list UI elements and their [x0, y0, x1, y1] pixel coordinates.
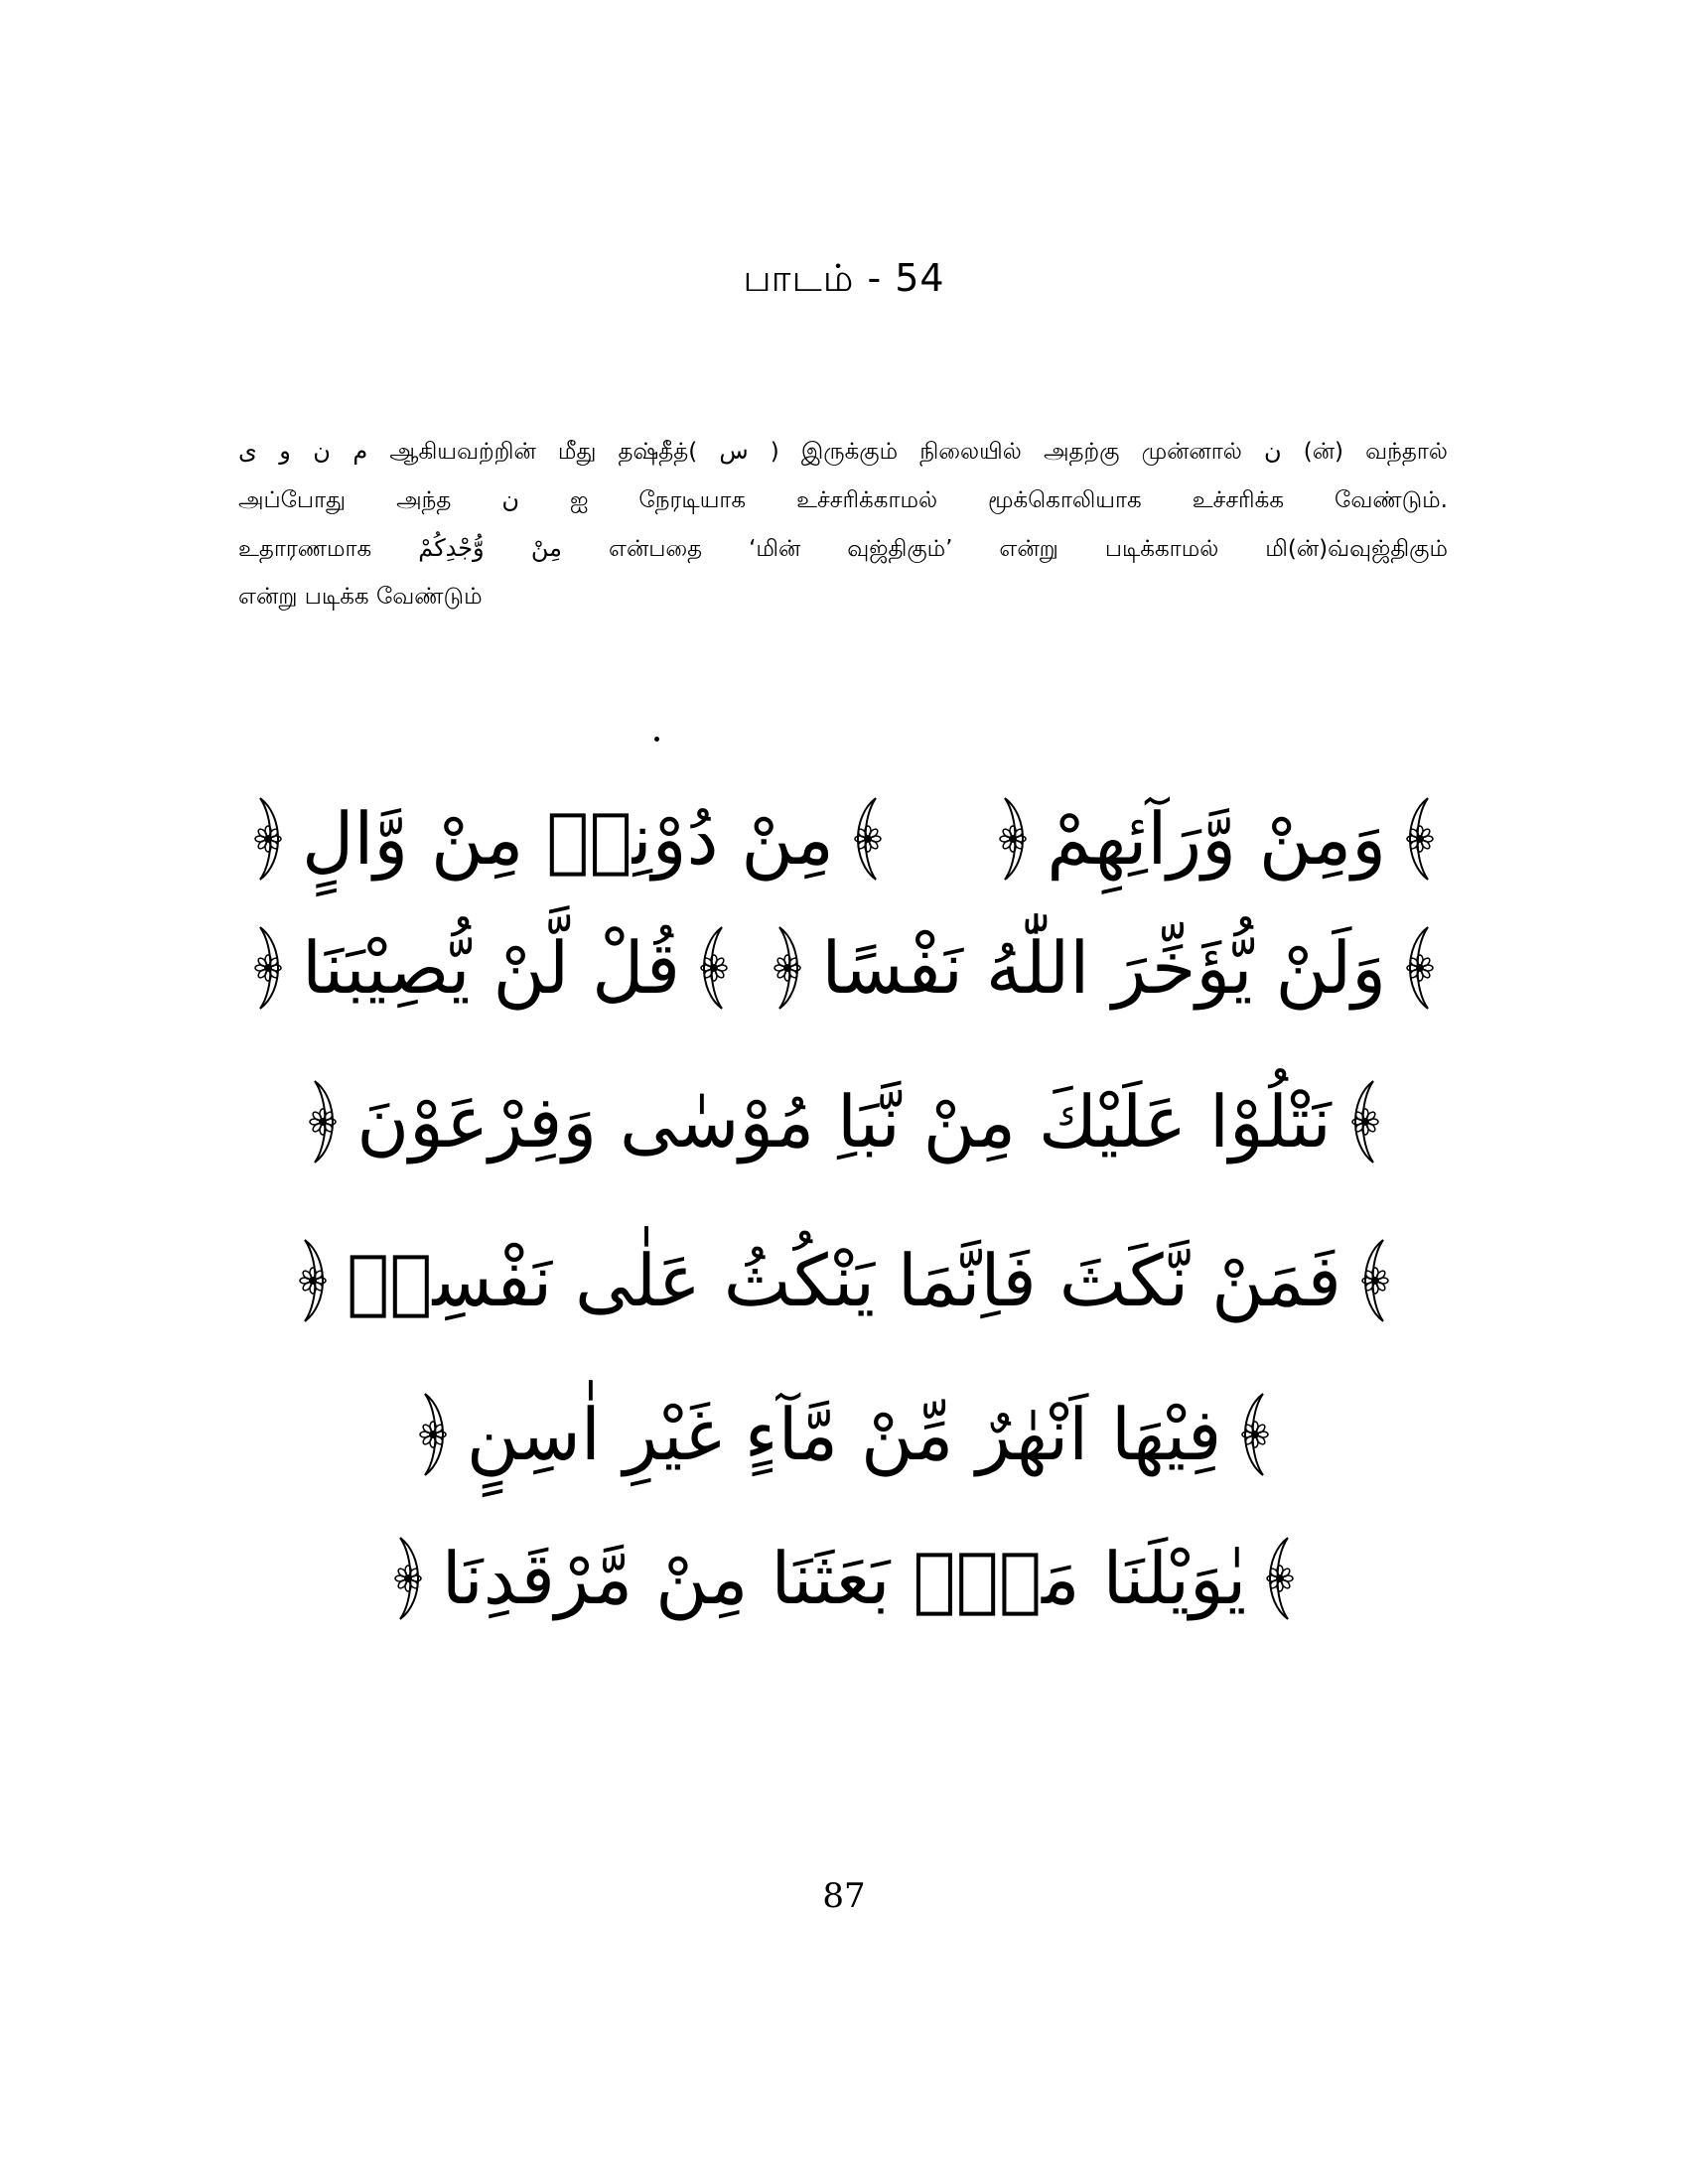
- stray-dot: [654, 737, 659, 742]
- verse-bracket-flower-icon: [248, 794, 288, 884]
- verse-bracket-flower-icon: [694, 923, 734, 1013]
- verse-bracket-flower-icon: [248, 923, 288, 1013]
- verse-row: [248, 774, 1440, 903]
- intro-text: அப்போது அந்த: [238, 487, 502, 513]
- verse-bracket-flower-icon: [293, 1236, 333, 1325]
- verse-bracket-flower-icon: [1260, 1534, 1300, 1623]
- verse-text: فَمَنْ نَّكَثَ فَاِنَّمَا يَنْكُثُ عَلٰى نَفْسِهٖ: [347, 1239, 1341, 1322]
- intro-paragraph: [238, 427, 1448, 620]
- verse-text: نَتْلُوْا عَلَيْكَ مِنْ نَّبَاِ مُوْسٰى وَفِرْعَوْنَ: [356, 1080, 1332, 1163]
- verse-row: [248, 1057, 1440, 1186]
- verse: [388, 1534, 1301, 1623]
- verse-row: [248, 1370, 1440, 1499]
- verse-bracket-flower-icon: [1345, 1077, 1385, 1166]
- verse: [248, 794, 888, 884]
- intro-line-2: [238, 476, 1448, 524]
- intro-text: உதாரணமாக: [238, 536, 419, 562]
- verse-bracket-flower-icon: [388, 1534, 428, 1623]
- verse-bracket-flower-icon: [848, 794, 888, 884]
- noon-letter: ن: [501, 485, 519, 513]
- verse-bracket-flower-icon: [1235, 1390, 1275, 1479]
- verse-bracket-flower-icon: [303, 1077, 343, 1166]
- verse: [248, 923, 734, 1013]
- verse: [413, 1390, 1276, 1479]
- verse-bracket-flower-icon: [768, 923, 807, 1013]
- verse-text: فِيْهَا اَنْهٰرٌ مِّنْ مَّآءٍ غَيْرِ اٰسِنٍ: [466, 1393, 1222, 1476]
- verse-bracket-flower-icon: [1355, 1236, 1395, 1325]
- intro-line-3: [238, 524, 1448, 573]
- verse: [293, 1236, 1395, 1325]
- verse-bracket-flower-icon: [413, 1390, 453, 1479]
- verse: [993, 794, 1440, 884]
- noon-letter: ن: [1263, 437, 1282, 465]
- intro-text: (ன்) வந்தால்: [1281, 439, 1448, 465]
- verse-row: [248, 1216, 1440, 1345]
- verse-bracket-flower-icon: [1400, 923, 1440, 1013]
- intro-line-1: [238, 427, 1448, 476]
- intro-text: என்பதை ‘மின் வுஜ்திகும்’ என்று படிக்காமல் மி(ன்)வ்வுஜ்திகும்: [562, 536, 1448, 562]
- page-number: 87: [822, 1876, 866, 1916]
- verse-text: وَمِنْ وَّرَآئِهِمْ: [1047, 797, 1386, 881]
- verse: [303, 1077, 1385, 1166]
- verse-bracket-flower-icon: [993, 794, 1033, 884]
- letters-arabic: م ن و ى: [238, 437, 368, 465]
- verse-text: يٰوَيْلَنَا مَنْۢ بَعَثَنَا مِنْ مَّرْقَدِنَا: [441, 1537, 1247, 1620]
- intro-text: ஆகியவற்றின் மீது தஷ்தீத்(: [367, 439, 720, 465]
- lesson-title: பாடம் - 54: [743, 256, 945, 300]
- intro-text: ) இருக்கும் நிலையில் அதற்கு முன்னால்: [748, 439, 1264, 465]
- intro-line-4: என்று படிக்க வேண்டும்: [238, 584, 483, 610]
- example-arabic: مِنْ وُّجْدِكُمْ: [418, 534, 563, 562]
- intro-text: ஐ நேரடியாக உச்சரிக்காமல் மூக்கொலியாக உச்சரிக்க வேண்டும்.: [518, 487, 1448, 513]
- shadda-sign: س: [719, 437, 749, 465]
- verse: [768, 923, 1440, 1013]
- verse-row: [248, 903, 1440, 1032]
- verse-text: قُلْ لَّنْ يُّصِيْبَنَا: [302, 926, 681, 1010]
- verse-row: [248, 1514, 1440, 1643]
- verse-bracket-flower-icon: [1400, 794, 1440, 884]
- verse-text: وَلَنْ يُّؤَخِّرَ اللّٰهُ نَفْسًا: [821, 926, 1386, 1010]
- verse-text: مِنْ دُوْنِهٖ مِنْ وَّالٍ: [302, 797, 834, 881]
